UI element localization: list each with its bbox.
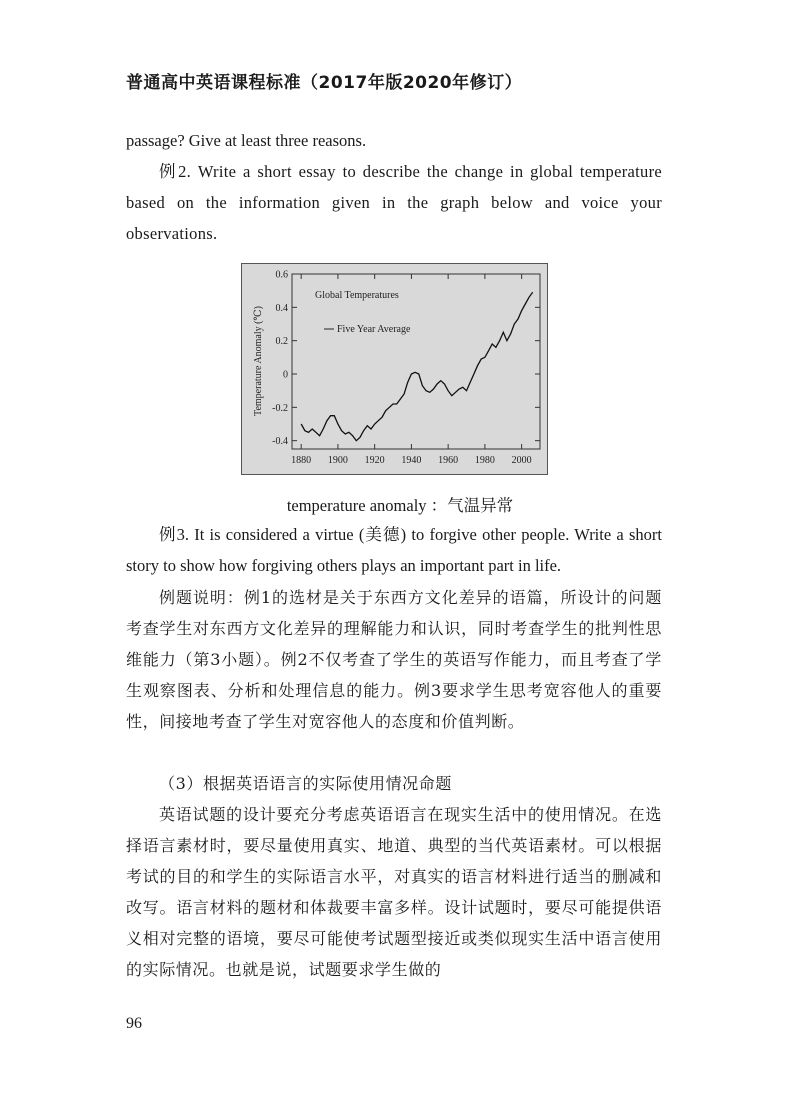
- paragraph-language-usage: 英语试题的设计要充分考虑英语语言在现实生活中的使用情况。在选择语言素材时，要尽量使用真实、地道、典型的当代英语素材。可以根据考试的目的和学生的实际语言水平，对真实的语言材料进行适当的删减和改写。语言材料的题材和体裁要丰富多样。设计试题时，要尽可能提供语义相对完整的语境，要尽可能使考试题型接近或类似现实生活中语言使用的实际情况。也就是说，试题要求学生做的: [126, 805, 662, 979]
- y-tick-label: 0.6: [275, 269, 288, 281]
- temperature-chart: [241, 263, 548, 475]
- page-header: 普通高中英语课程标准（2017年版2020年修订）: [126, 73, 523, 93]
- x-tick-label: 1960: [438, 455, 459, 466]
- figure-caption: temperature anomaly ：气温异常: [286, 496, 514, 515]
- x-tick-label: 2000: [511, 455, 532, 466]
- paragraph-example-explanation: 例题说明：例1的选材是关于东西方文化差异的语篇，所设计的问题考查学生对东西方文化差异的理解能力和认识，同时考查学生的批判性思维能力（第3小题）。例2不仅考查了学生的英语写作能力，而且考查了学生观察图表、分析和处理信息的能力。例3要求学生思考宽容他人的重要性，间接地考查了学生对宽容他人的态度和价值判断。: [126, 588, 662, 731]
- page-number: 96: [126, 1015, 142, 1032]
- x-tick-label: 1900: [327, 455, 348, 466]
- y-tick-label: -0.4: [272, 436, 288, 448]
- paragraph-passage-question: passage? Give at least three reasons.: [126, 131, 367, 150]
- y-tick-label: -0.2: [272, 402, 288, 414]
- chart-title: Global Temperatures: [315, 290, 399, 301]
- y-tick-label: 0.4: [275, 302, 288, 314]
- x-tick-label: 1940: [401, 455, 422, 466]
- legend-label: Five Year Average: [337, 324, 411, 335]
- paragraph-example-3: 例3. It is considered a virtue (美德) to forgive other people. Write a short story to show how forgiving others plays an important part in life.: [126, 525, 662, 575]
- paragraph-example-2: 例2. Write a short essay to describe the change in global temperature based on the information given in the graph below and voice your observations.: [126, 162, 662, 243]
- y-tick-label: 0: [283, 369, 288, 381]
- section-heading-3: （3）根据英语语言的实际使用情况命题: [159, 774, 452, 793]
- x-tick-label: 1880: [291, 455, 312, 466]
- y-tick-label: 0.2: [275, 336, 288, 348]
- x-tick-label: 1980: [474, 455, 495, 466]
- x-tick-label: 1920: [364, 455, 385, 466]
- chart-svg: [242, 264, 547, 474]
- y-axis-label: Temperature Anomaly (℃): [253, 306, 264, 416]
